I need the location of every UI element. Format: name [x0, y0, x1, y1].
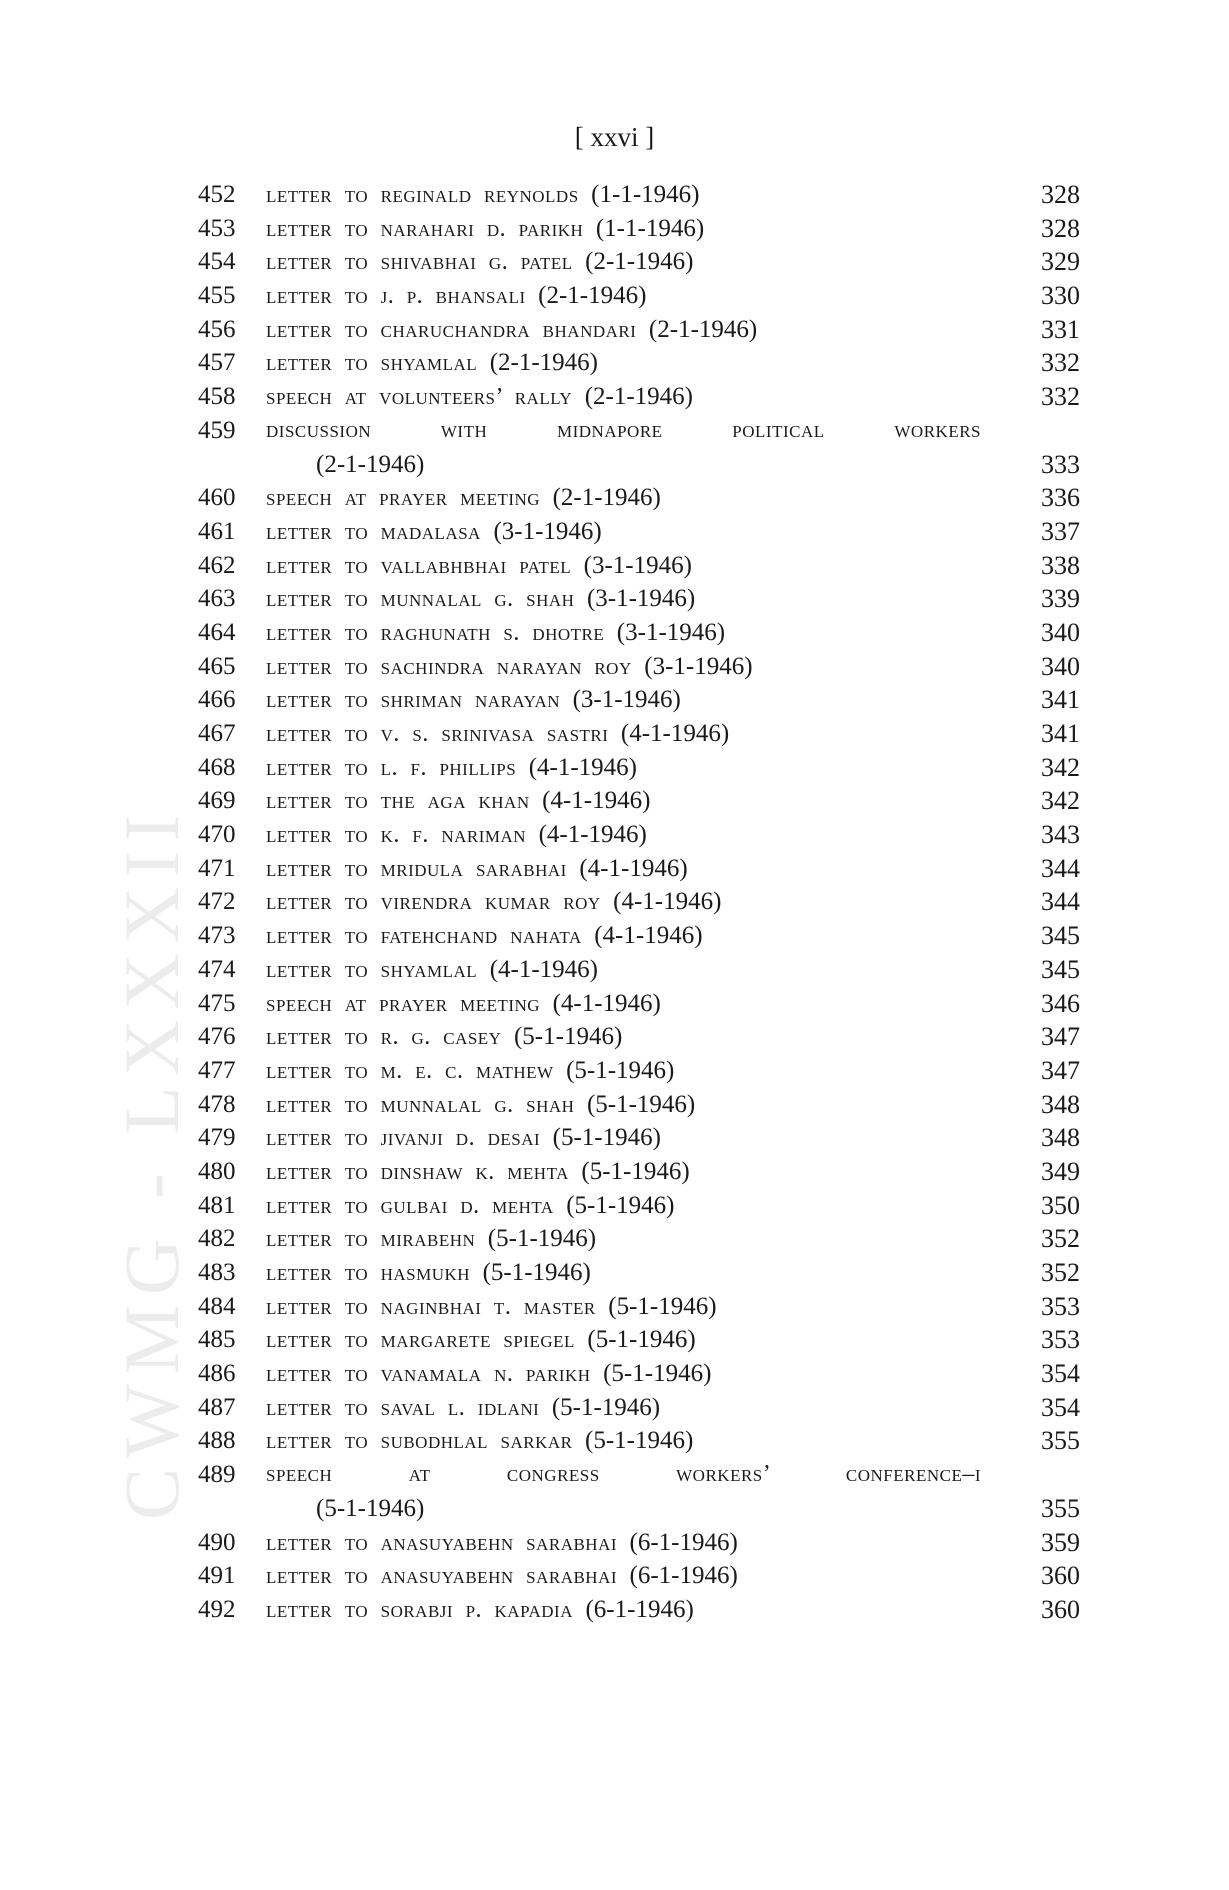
entry-number: 462: [198, 551, 236, 579]
entry-body: [266, 1458, 1020, 1525]
entry-body: [266, 717, 1020, 752]
entry-date: (1-1-1946): [595, 214, 705, 242]
entry-title: letter to sachindra narayan roy: [266, 653, 632, 680]
entry-title: letter to raghunath s. dhotre: [266, 619, 605, 646]
entry-body: [266, 1256, 1020, 1291]
entry-date: (2-1-1946): [585, 248, 694, 276]
entry-title-line: [266, 1020, 1020, 1055]
entry-continuation-line: [266, 448, 1020, 482]
entry-number: 481: [198, 1191, 236, 1219]
entry-date: (4-1-1946): [489, 955, 598, 983]
entry-page-number: 336: [1041, 483, 1080, 513]
entry-date: (2-1-1946): [584, 383, 693, 411]
entry-page-number: 355: [1041, 1426, 1080, 1456]
entry-date: (5-1-1946): [551, 1393, 661, 1421]
toc-entry: [198, 582, 1080, 616]
toc-entry: [198, 1222, 1080, 1256]
entry-date: (4-1-1946): [528, 753, 637, 781]
entry-title-line: [266, 279, 1020, 314]
entry-number: 469: [198, 787, 236, 815]
entry-title-line: [266, 1559, 1020, 1594]
entry-body: [266, 1088, 1020, 1123]
entry-body: [266, 279, 1020, 314]
entry-title-line: [266, 953, 1020, 988]
entry-title: letter to anasuyabehn sarabhai: [266, 1529, 618, 1556]
entry-body: [266, 1424, 1020, 1459]
entry-date: (5-1-1946): [487, 1225, 597, 1253]
entry-body: [266, 1323, 1020, 1358]
entry-body: [266, 212, 1020, 247]
entry-title-line: [266, 717, 1020, 752]
entry-body: [266, 818, 1020, 853]
entry-title: letter to charuchandra bhandari: [266, 316, 637, 343]
entry-date: (5-1-1946): [552, 1124, 661, 1152]
entry-body: [266, 313, 1020, 348]
toc-entry: [198, 1054, 1080, 1088]
toc-entry: [198, 852, 1080, 886]
entry-page-number: 341: [1041, 685, 1080, 715]
toc-entry: [198, 1593, 1080, 1627]
watermark-text: CWMG - LXXXII: [108, 805, 195, 1520]
entry-title: letter to the aga khan: [266, 788, 530, 815]
toc-entry: [198, 1121, 1080, 1155]
entry-page-number: 340: [1041, 651, 1080, 681]
entry-title-line: [266, 414, 981, 448]
toc-entry: [198, 313, 1080, 347]
entry-page-number: 353: [1041, 1291, 1080, 1321]
toc-entry: [198, 1256, 1080, 1290]
toc-entry: [198, 717, 1080, 751]
entry-title-line: [266, 1088, 1020, 1123]
entry-date: (5-1-1946): [316, 1494, 425, 1522]
entry-title: letter to jivanji d. desai: [266, 1125, 541, 1152]
entry-body: [266, 1559, 1020, 1594]
entry-page-number: 344: [1041, 887, 1080, 917]
entry-title-line: [266, 1424, 1020, 1459]
entry-page-number: 344: [1041, 853, 1080, 883]
entry-title: letter to saval l. idlani: [266, 1394, 540, 1421]
watermark: [108, 370, 195, 1530]
toc-entry: [198, 414, 1080, 481]
entry-number: 483: [198, 1259, 236, 1287]
entry-body: [266, 1391, 1020, 1426]
entry-body: [266, 549, 1020, 584]
entry-title: letter to shyamlal: [266, 350, 478, 377]
entry-page-number: 346: [1041, 988, 1080, 1018]
entry-number: 479: [198, 1124, 236, 1152]
entry-title: letter to vallabhbhai patel: [266, 552, 572, 579]
entry-number: 456: [198, 315, 236, 343]
entry-page-number: 332: [1041, 382, 1080, 412]
toc-entry: [198, 885, 1080, 919]
entry-number: 473: [198, 922, 236, 950]
entry-title-line: [266, 582, 1020, 617]
entry-title-line: [266, 616, 1020, 651]
entry-date: (6-1-1946): [629, 1562, 738, 1590]
entry-body: [266, 178, 1020, 213]
entry-body: [266, 1357, 1020, 1392]
entry-body: [266, 1020, 1020, 1055]
entry-number: 457: [198, 349, 236, 377]
entry-title: letter to gulbai d. mehta: [266, 1192, 554, 1219]
entry-body: [266, 751, 1020, 786]
toc-entry: [198, 987, 1080, 1021]
entry-body: [266, 1593, 1020, 1628]
entry-body: [266, 650, 1020, 685]
entry-title: letter to madalasa: [266, 518, 481, 545]
toc-entry: [198, 1155, 1080, 1189]
entry-number: 470: [198, 821, 236, 849]
entry-number: 487: [198, 1393, 236, 1421]
entry-title: discussion with midnapore political workers: [266, 416, 981, 443]
entry-title-line: [266, 481, 1020, 516]
entry-title-line: [266, 818, 1020, 853]
entry-page-number: 333: [1041, 449, 1080, 479]
toc-entry: [198, 245, 1080, 279]
entry-number: 466: [198, 686, 236, 714]
entry-title: letter to hasmukh: [266, 1260, 471, 1287]
entry-title-line: [266, 784, 1020, 819]
entry-page-number: 332: [1041, 348, 1080, 378]
entry-date: (6-1-1946): [629, 1528, 738, 1556]
entry-number: 484: [198, 1292, 236, 1320]
entry-number: 489: [198, 1461, 236, 1489]
entry-page-number: 339: [1041, 584, 1080, 614]
entry-number: 486: [198, 1360, 236, 1388]
entry-title-line: [266, 683, 1020, 718]
entry-title-line: [266, 1323, 1020, 1358]
entry-page-number: 330: [1041, 281, 1080, 311]
entry-title: letter to r. g. casey: [266, 1024, 502, 1051]
entry-title-line: [266, 1290, 1020, 1325]
entry-body: [266, 919, 1020, 954]
entry-date: (2-1-1946): [648, 315, 758, 343]
entry-body: [266, 953, 1020, 988]
entry-date: (5-1-1946): [603, 1360, 712, 1388]
entry-number: 492: [198, 1595, 236, 1623]
entry-title: letter to shriman narayan: [266, 687, 561, 714]
entry-date: (5-1-1946): [585, 1427, 694, 1455]
entry-body: [266, 515, 1020, 550]
entry-page-number: 345: [1041, 954, 1080, 984]
entry-number: 453: [198, 214, 236, 242]
entry-date: (3-1-1946): [572, 686, 681, 714]
entry-title: letter to reginald reynolds: [266, 182, 579, 208]
toc-entry: [198, 1458, 1080, 1525]
entry-title: letter to mirabehn: [266, 1226, 476, 1253]
entry-title: letter to munnalal g. shah: [266, 586, 575, 613]
entry-date: (5-1-1946): [513, 1023, 623, 1051]
entry-body: [266, 683, 1020, 718]
entry-number: 459: [198, 416, 236, 444]
entry-title-line: [266, 1357, 1020, 1392]
entry-title: speech at prayer meeting: [266, 485, 541, 512]
entry-number: 461: [198, 517, 236, 545]
entry-number: 475: [198, 989, 236, 1017]
entry-title: speech at volunteers’ rally: [266, 384, 573, 411]
entry-number: 452: [198, 181, 236, 208]
toc-entry: [198, 279, 1080, 313]
entry-page-number: 354: [1041, 1392, 1080, 1422]
toc-entry: [198, 1020, 1080, 1054]
entry-title: letter to v. s. srinivasa sastri: [266, 721, 609, 748]
entry-title-line: [266, 1121, 1020, 1156]
entry-title-line: [266, 380, 1020, 415]
entry-page-number: 340: [1041, 617, 1080, 647]
entry-number: 490: [198, 1528, 236, 1556]
entry-number: 491: [198, 1562, 236, 1590]
entry-body: [266, 1054, 1020, 1089]
entry-page-number: 342: [1041, 752, 1080, 782]
entry-date: (6-1-1946): [585, 1595, 694, 1623]
entry-title-line: [266, 650, 1020, 685]
entry-continuation-line: [266, 1492, 1020, 1526]
toc-entry: [198, 1290, 1080, 1324]
entry-number: 465: [198, 652, 236, 680]
entry-title-line: [266, 178, 1020, 213]
entry-body: [266, 582, 1020, 617]
entry-page-number: 350: [1041, 1190, 1080, 1220]
entry-number: 458: [198, 383, 236, 411]
toc-entry: [198, 650, 1080, 684]
entry-page-number: 349: [1041, 1156, 1080, 1186]
toc-entry: [198, 616, 1080, 650]
entry-title-line: [266, 515, 1020, 550]
entry-number: 467: [198, 720, 236, 748]
entry-title-line: [266, 919, 1020, 954]
entry-number: 480: [198, 1157, 236, 1185]
entry-number: 488: [198, 1427, 236, 1455]
entry-date: (4-1-1946): [594, 922, 703, 950]
entry-page-number: 341: [1041, 719, 1080, 749]
entry-body: [266, 885, 1020, 920]
entry-page-number: 352: [1041, 1224, 1080, 1254]
entry-number: 455: [198, 282, 236, 310]
entry-page-number: 353: [1041, 1325, 1080, 1355]
entry-title-line: [266, 313, 1020, 348]
entry-title: letter to naginbhai t. master: [266, 1293, 596, 1320]
entry-date: (5-1-1946): [586, 1090, 696, 1118]
entry-title: letter to m. e. c. mathew: [266, 1057, 554, 1084]
entry-body: [266, 987, 1020, 1022]
toc-entry: [198, 919, 1080, 953]
entry-title-line: [266, 885, 1020, 920]
entry-title: letter to k. f. nariman: [266, 822, 527, 849]
entry-date: (3-1-1946): [493, 517, 602, 545]
toc-entry: [198, 1357, 1080, 1391]
entry-number: 464: [198, 618, 236, 646]
entry-title-line: [266, 1391, 1020, 1426]
entry-body: [266, 481, 1020, 516]
entry-page-number: 342: [1041, 786, 1080, 816]
entry-date: (2-1-1946): [489, 349, 598, 377]
entry-date: (4-1-1946): [579, 854, 688, 882]
entry-body: [266, 1121, 1020, 1156]
toc-entry: [198, 1391, 1080, 1425]
entry-date: (3-1-1946): [616, 618, 726, 646]
entry-title: letter to dinshaw k. mehta: [266, 1158, 569, 1185]
entry-title-line: [266, 1054, 1020, 1089]
toc-entry: [198, 212, 1080, 246]
entry-date: (4-1-1946): [620, 720, 730, 748]
entry-title: letter to virendra kumar roy: [266, 889, 601, 916]
entry-page-number: 354: [1041, 1359, 1080, 1389]
entry-number: 468: [198, 753, 236, 781]
entry-title-line: [266, 346, 1020, 381]
entry-title: letter to narahari d. parikh: [266, 215, 584, 242]
entry-title: letter to shivabhai g. patel: [266, 249, 573, 276]
entry-date: (5-1-1946): [482, 1259, 591, 1287]
entry-page-number: 331: [1041, 314, 1080, 344]
entry-body: [266, 1526, 1020, 1561]
page-header: [ xxvi ]: [574, 122, 655, 152]
entry-title: letter to fatehchand nahata: [266, 923, 582, 950]
entry-body: [266, 1189, 1020, 1224]
entry-title: speech at prayer meeting: [266, 990, 541, 1017]
toc-entry: [198, 1424, 1080, 1458]
entry-number: 460: [198, 484, 236, 512]
entry-page-number: 359: [1041, 1527, 1080, 1557]
entry-title: speech at congress workers’ conference–i: [266, 1461, 981, 1488]
entry-title-line: [266, 987, 1020, 1022]
entry-title-line: [266, 1526, 1020, 1561]
entry-title-line: [266, 1155, 1020, 1190]
entry-page-number: 328: [1041, 180, 1080, 209]
entry-date: (5-1-1946): [566, 1056, 675, 1084]
entry-title: letter to sorabji p. kapadia: [266, 1596, 573, 1623]
table-of-contents: [198, 178, 1080, 1627]
entry-title-line: [266, 549, 1020, 584]
toc-entry: [198, 380, 1080, 414]
entry-date: (3-1-1946): [644, 652, 753, 680]
entry-page-number: 329: [1041, 247, 1080, 277]
toc-entry: [198, 549, 1080, 583]
entry-title: letter to vanamala n. parikh: [266, 1361, 591, 1388]
toc-entry: [198, 953, 1080, 987]
entry-body: [266, 784, 1020, 819]
entry-body: [266, 1155, 1020, 1190]
entry-page-number: 360: [1041, 1561, 1080, 1591]
entry-number: 472: [198, 888, 236, 916]
entry-title: letter to margarete spiegel: [266, 1327, 575, 1354]
entry-page-number: 328: [1041, 213, 1080, 243]
entry-title: letter to j. p. bhansali: [266, 283, 526, 310]
entry-title: letter to l. f. phillips: [266, 754, 517, 781]
entry-date: (3-1-1946): [583, 551, 692, 579]
entry-body: [266, 852, 1020, 887]
toc-entry: [198, 1526, 1080, 1560]
entry-body: [266, 1222, 1020, 1257]
entry-number: 471: [198, 854, 236, 882]
entry-page-number: 343: [1041, 820, 1080, 850]
entry-title: letter to shyamlal: [266, 956, 478, 983]
toc-entry: [198, 818, 1080, 852]
entry-body: [266, 414, 1020, 481]
entry-number: 482: [198, 1225, 236, 1253]
entry-date: (5-1-1946): [587, 1326, 696, 1354]
entry-number: 478: [198, 1090, 236, 1118]
entry-page-number: 348: [1041, 1089, 1080, 1119]
entry-body: [266, 380, 1020, 415]
entry-date: (4-1-1946): [538, 821, 647, 849]
entry-page-number: 338: [1041, 550, 1080, 580]
entry-title: letter to subodhlal sarkar: [266, 1428, 573, 1455]
entry-date: (4-1-1946): [542, 787, 651, 815]
entry-title-line: [266, 1593, 1020, 1628]
toc-entry: [198, 1323, 1080, 1357]
entry-body: [266, 616, 1020, 651]
entry-title-line: [266, 1256, 1020, 1291]
toc-entry: [198, 683, 1080, 717]
entry-number: 474: [198, 955, 236, 983]
toc-entry: [198, 751, 1080, 785]
entry-body: [266, 245, 1020, 280]
entry-date: (5-1-1946): [581, 1157, 690, 1185]
entry-date: (5-1-1946): [608, 1292, 717, 1320]
toc-entry: [198, 1088, 1080, 1122]
entry-date: (2-1-1946): [538, 282, 647, 310]
entry-title: letter to munnalal g. shah: [266, 1091, 575, 1118]
toc-entry: [198, 346, 1080, 380]
entry-page-number: 360: [1041, 1594, 1080, 1624]
entry-title-line: [266, 1189, 1020, 1224]
entry-number: 476: [198, 1023, 236, 1051]
toc-entry: [198, 481, 1080, 515]
entry-title-line: [266, 852, 1020, 887]
entry-title-line: [266, 1222, 1020, 1257]
entry-number: 485: [198, 1326, 236, 1354]
entry-page-number: 352: [1041, 1258, 1080, 1288]
entry-page-number: 347: [1041, 1055, 1080, 1085]
toc-entry: [198, 178, 1080, 212]
entry-date: (3-1-1946): [586, 585, 696, 613]
entry-title: letter to mridula sarabhai: [266, 855, 567, 882]
entry-date: (2-1-1946): [316, 450, 425, 478]
entry-date: (4-1-1946): [613, 888, 722, 916]
entry-page-number: 348: [1041, 1123, 1080, 1153]
entry-title-line: [266, 245, 1020, 280]
entry-title-line: [266, 1458, 981, 1492]
entry-body: [266, 346, 1020, 381]
entry-title-line: [266, 751, 1020, 786]
toc-entry: [198, 1559, 1080, 1593]
entry-date: (4-1-1946): [552, 989, 661, 1017]
entry-date: (5-1-1946): [566, 1191, 675, 1219]
entry-page-number: 355: [1041, 1493, 1080, 1523]
entry-number: 477: [198, 1056, 236, 1084]
entry-date: (2-1-1946): [552, 484, 661, 512]
entry-page-number: 337: [1041, 516, 1080, 546]
entry-page-number: 347: [1041, 1022, 1080, 1052]
toc-entry: [198, 515, 1080, 549]
entry-page-number: 345: [1041, 921, 1080, 951]
entry-title: letter to anasuyabehn sarabhai: [266, 1563, 618, 1590]
entry-title-line: [266, 212, 1020, 247]
entry-body: [266, 1290, 1020, 1325]
toc-entry: [198, 1189, 1080, 1223]
toc-entry: [198, 784, 1080, 818]
entry-date: (1-1-1946): [591, 181, 700, 208]
entry-number: 454: [198, 248, 236, 276]
entry-number: 463: [198, 585, 236, 613]
